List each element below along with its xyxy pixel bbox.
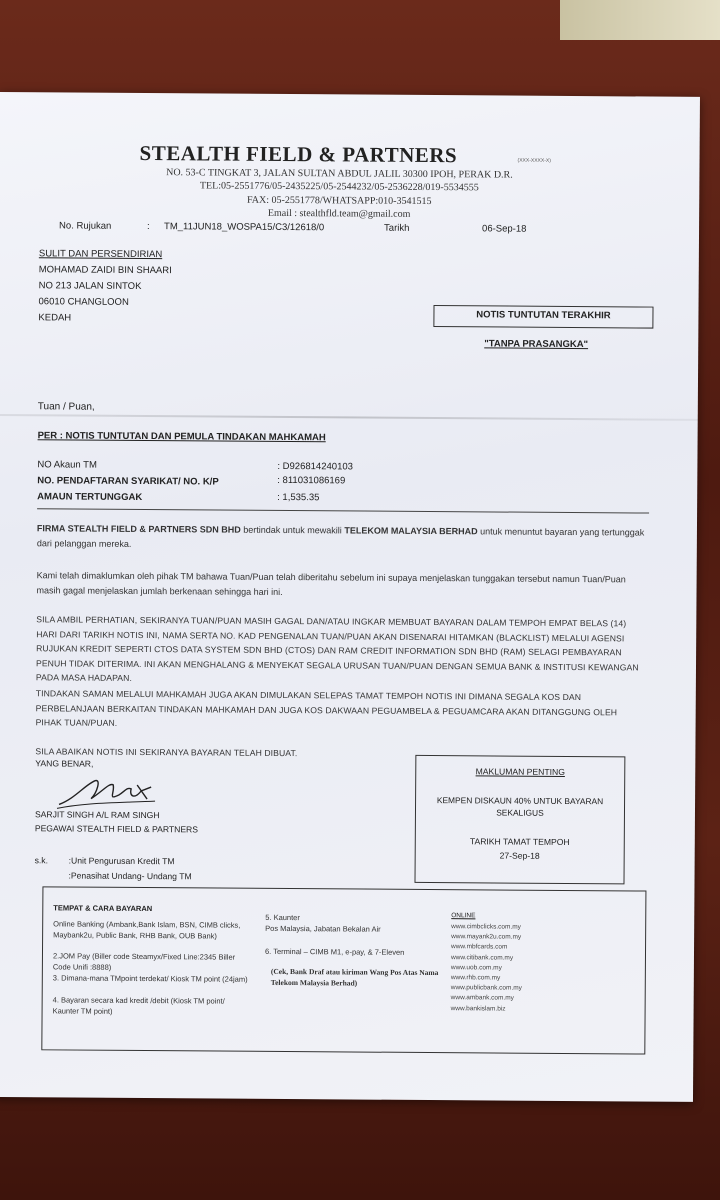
notice-type-label: NOTIS TUNTUTAN TERAKHIR	[476, 309, 611, 322]
payment-method-3: 3. Dimana-mana TMpoint terdekat/ Kiosk TM point (24jam)	[52, 973, 248, 984]
payment-method-4: 4. Bayaran secara kad kredit /debit (Kiosk TM point/ Kaunter TM point)	[52, 995, 225, 1016]
payment-title: TEMPAT & CARA BAYARAN	[53, 903, 153, 914]
notice-type-box	[433, 305, 653, 329]
online-link[interactable]: www.uob.com.my	[450, 963, 502, 972]
confidential-heading: SULIT DAN PERSENDIRIAN	[38, 248, 163, 261]
online-link[interactable]: www.cimbclicks.com.my	[451, 923, 521, 931]
account-row-label: NO. PENDAFTARAN SYARIKAT/ NO. K/P	[37, 475, 219, 488]
cc-recipient-1: :Unit Pengurusan Kredit TM	[68, 855, 175, 867]
payment-method-1: Online Banking (Ambank,Bank Islam, BSN, CIMB clicks, Maybank2u, Public Bank, RHB Bank, OUB Bank)	[53, 919, 241, 941]
firm-telephone: TEL:05-2551776/05-2435225/05-2544232/05-2536228/019-5534555	[199, 180, 479, 194]
recipient-name: MOHAMAD ZAIDI BIN SHAARI	[38, 264, 172, 277]
account-row-label: NO Akaun TM	[37, 459, 97, 471]
account-divider	[37, 508, 649, 513]
firm-bold-name: FIRMA STEALTH FIELD & PARTNERS SDN BHD	[36, 523, 241, 535]
date-label: Tarikh	[384, 222, 410, 234]
online-link[interactable]: www.publicbank.com.my	[450, 984, 522, 992]
online-link[interactable]: www.mbfcards.com	[451, 943, 508, 951]
paragraph-text: untuk menuntut bayaran yang tertunggak dari pelanggan mereka.	[36, 526, 645, 549]
signatory-title: PEGAWAI STEALTH FIELD & PARTNERS	[34, 823, 199, 835]
payment-method-2: 2.JOM Pay (Biller code Steamyx/Fixed Line:2345 Biller Code Unifi :8888)	[52, 951, 236, 972]
closing-yours: YANG BENAR,	[35, 758, 94, 769]
firm-fax: FAX: 05-2551778/WHATSAPP:010-3541515	[246, 194, 432, 208]
firm-name: STEALTH FIELD & PARTNERS	[139, 140, 458, 168]
account-row-value: : 811031086169	[277, 474, 346, 487]
online-title: ONLINE	[451, 912, 476, 920]
subject-line: PER : NOTIS TUNTUTAN DAN PEMULA TINDAKAN MAHKAMAH	[37, 430, 326, 444]
paragraph-ignore-if-paid: SILA ABAIKAN NOTIS INI SEKIRANYA BAYARAN TELAH DIBUAT.	[35, 746, 298, 759]
online-links-list	[451, 922, 523, 1014]
paragraph-notification: Kami telah dimaklumkan oleh pihak TM bahawa Tuan/Puan telah diberitahu sebelum ini supaya menjelaskan tunggakan tersebut namun Tuan/Puan masih gagal menjelaskan jumlah berkenaan sehingga hari ini.	[36, 570, 626, 597]
reference-number: TM_11JUN18_WOSPA15/C3/12618/0	[164, 221, 325, 234]
discount-offer: KEMPEN DISKAUN 40% UNTUK BAYARAN SEKALIGUS	[436, 795, 604, 818]
paragraph-representation	[37, 521, 647, 554]
paragraph-text: bertindak untuk mewakili	[240, 524, 345, 536]
payment-method-5: 5. Kaunter	[265, 912, 300, 923]
important-title: MAKLUMAN PENTING	[475, 766, 565, 777]
account-row-value: : D926814240103	[277, 460, 353, 473]
paragraph-court-action: TINDAKAN SAMAN MELALUI MAHKAMAH JUGA AKAN DIMULAKAN SELEPAS TAMAT TEMPOH NOTIS INI DIMANA SEGALA KOS DAN PERBELANJAAN BERKAITAN TINDAKAN MAHKAMAH DAN JUGA KOS DAKWAAN PEGUAMBELA & PEGUAMCARA AKAN DITANGGUNG OLEH PIHAK TUAN/PUAN.	[35, 688, 618, 728]
online-link[interactable]: www.citibank.com.my	[450, 953, 514, 962]
salutation: Tuan / Puan,	[37, 401, 95, 413]
signatory-name: SARJIT SINGH A/L RAM SINGH	[34, 809, 160, 821]
payment-methods-box	[41, 886, 646, 1054]
firm-address: NO. 53-C TINGKAT 3, JALAN SULTAN ABDUL JALIL 30300 IPOH, PERAK D.R.	[166, 167, 513, 181]
online-link[interactable]: www.bankislam.biz	[450, 1004, 506, 1013]
recipient-address-2: 06010 CHANGLOON	[38, 296, 129, 308]
paper-fold	[0, 414, 698, 421]
without-prejudice: "TANPA PRASANGKA"	[484, 338, 589, 351]
online-link[interactable]: www.mayank2u.com.my	[451, 933, 522, 941]
firm-email: Email : stealthfld.team@gmail.com	[267, 207, 411, 220]
letter-date: 06-Sep-18	[482, 223, 527, 235]
letter-paper	[0, 92, 700, 1102]
paragraph-blacklist-warning: SILA AMBIL PERHATIAN, SEKIRANYA TUAN/PUAN MASIH GAGAL DAN/ATAU INGKAR MEMBUAT BAYARAN DALAM TEMPOH EMPAT BELAS (14) HARI DARI TARIKH NOTIS INI, NAMA SERTA NO. KAD PENGENALAN TUAN/PUAN AKAN DISENARAI HITAMKAN (BLACKLIST) MELALUI AGENSI RUJUKAN KREDIT SEPERTI CTOS DATA SYSTEM SDN BHD (CTOS) DAN RAM CREDIT INFORMATION SDN BHD (RAM) SELAGI PEMBAYARAN PENUH TIDAK DITERIMA. INI AKAN MENGHALANG & MENYEKAT SEGALA URUSAN TUAN/PUAN DENGAN SEMUA BANK & INSTITUSI KEWANGAN PADA MASA HADAPAN.	[35, 614, 639, 683]
reference-label: No. Rujukan	[59, 220, 112, 232]
account-row-value: : 1,535.35	[277, 491, 320, 504]
recipient-address-1: NO 213 JALAN SINTOK	[38, 280, 142, 292]
payment-method-5-detail: Pos Malaysia, Jabatan Bekalan Air	[265, 923, 381, 934]
online-link[interactable]: www.ambank.com.my	[450, 994, 514, 1003]
reference-colon: :	[147, 221, 150, 233]
signature-image	[55, 772, 165, 813]
important-notice-box	[414, 755, 625, 884]
payment-cheque-note: (Cek, Bank Draf atau kiriman Wang Pos Atas Nama Telekom Malaysia Berhad)	[270, 966, 439, 988]
account-row-label: AMAUN TERTUNGGAK	[37, 491, 143, 504]
cc-recipient-2: :Penasihat Undang- Undang TM	[68, 870, 192, 882]
client-bold-name: TELEKOM MALAYSIA BERHAD	[344, 525, 478, 537]
cc-label: s.k.	[34, 855, 49, 866]
recipient-address-3: KEDAH	[38, 312, 72, 324]
online-link[interactable]: www.rhb.com.my	[450, 974, 501, 982]
firm-registration: (XXX-XXXX-X)	[517, 157, 551, 164]
expiry-label: TARIKH TAMAT TEMPOH	[469, 836, 570, 847]
payment-method-6: 6. Terminal – CIMB M1, e-pay, & 7-Eleven	[264, 946, 405, 957]
expiry-date: 27-Sep-18	[499, 850, 540, 861]
wall-background	[560, 0, 720, 40]
